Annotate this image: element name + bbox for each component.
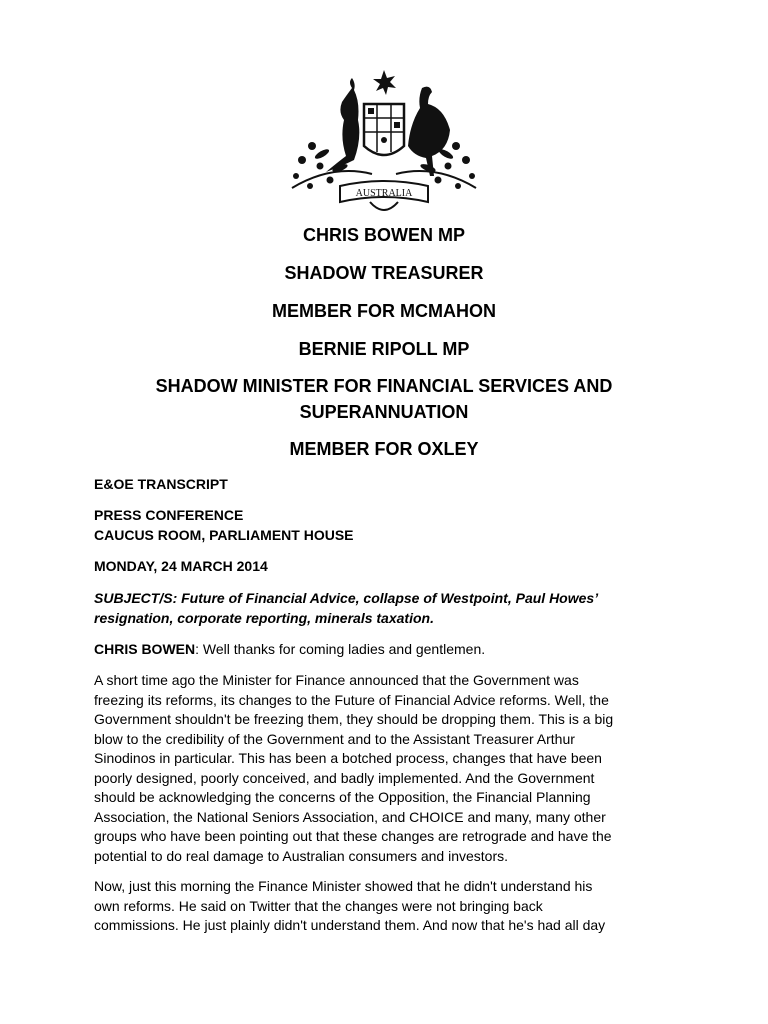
heading-title-1: SHADOW TREASURER [284,263,484,283]
paragraph-line: should be acknowledging the concerns of the Opposition, the Financial Planning [94,789,591,805]
paragraph-line: A short time ago the Minister for Finance announced that the Government was [94,672,579,688]
heading-electorate-2: MEMBER FOR OXLEY [289,439,479,459]
event-type: PRESS CONFERENCE [94,507,244,523]
paragraph-line: Sinodinos in particular. This has been a botched process, changes that have been [94,750,602,766]
heading-title-2-line: SHADOW MINISTER FOR FINANCIAL SERVICES AND [155,376,613,396]
opening-remark [94,640,678,660]
paragraph-2 [94,877,678,936]
heading-name-1: CHRIS BOWEN MP [303,225,465,245]
paragraph-line: Government shouldn't be freezing them, they should be dropping them. This is a big [94,711,614,727]
emu-icon [408,87,450,176]
heading-title-2-line: SUPERANNUATION [299,402,469,422]
subject-line-text: SUBJECT/S: Future of Financial Advice, collapse of Westpoint, Paul Howes’ [94,590,599,606]
paragraph-line: groups who have been pointing out that these changes are retrograde and have the [94,828,612,844]
paragraph-line: potential to do real damage to Australian consumers and investors. [94,847,509,864]
paragraph-1 [94,671,678,866]
paragraph-line: commissions. He just plainly didn't understand them. And now that he's had all day [94,917,606,933]
event-date: MONDAY, 24 MARCH 2014 [94,558,268,574]
kangaroo-icon [326,78,359,172]
coat-of-arms-logo [282,68,486,220]
paragraph-line: blow to the credibility of the Government and to the Assistant Treasurer Arthur [94,730,575,747]
heading-electorate-1: MEMBER FOR MCMAHON [272,301,496,321]
subject-line [94,589,678,628]
paragraph-line: freezing its reforms, its changes to the Future of Financial Advice reforms. Well, the [94,691,609,708]
heading-name-2: BERNIE RIPOLL MP [298,339,470,359]
heading-title-2 [0,373,768,425]
transcript-label: E&OE TRANSCRIPT [94,476,228,492]
opening-text: : Well thanks for coming ladies and gentlemen. [195,641,486,657]
event-info [94,506,678,545]
paragraph-line: own reforms. He said on Twitter that the changes were not bringing back [94,897,543,914]
commonwealth-star-icon [373,70,396,95]
speaker-name: CHRIS BOWEN [94,641,196,657]
event-location: CAUCUS ROOM, PARLIAMENT HOUSE [94,526,354,543]
paragraph-line: Now, just this morning the Finance Minister showed that he didn't understand his [94,878,593,894]
subject-line-text: resignation, corporate reporting, minerals taxation. [94,609,434,626]
motto-text: AUSTRALIA [355,188,413,199]
paragraph-line: Association, the National Seniors Association, and CHOICE and many, many other [94,808,606,825]
paragraph-line: poorly designed, poorly conceived, and badly implemented. And the Government [94,769,595,786]
